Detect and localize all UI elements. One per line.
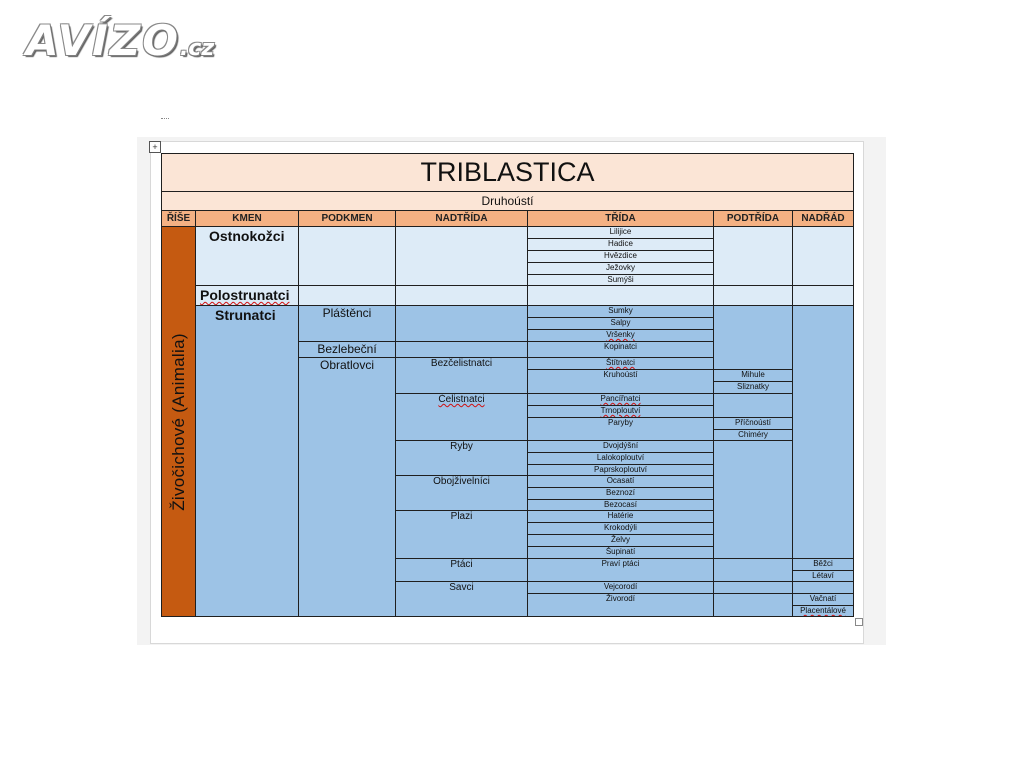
phylum-polostrunatci-label: Polostrunatci (200, 287, 290, 303)
header-podtrida: PODTŘÍDA (713, 210, 793, 227)
empty-cell (395, 226, 528, 286)
superclass-plazi: Plazi (395, 510, 528, 559)
class-sumysi: Sumýši (527, 274, 714, 286)
class-sumky: Sumky (527, 305, 714, 318)
avizo-logo[interactable] (26, 16, 214, 65)
class-krokodyli: Krokodýli (527, 522, 714, 535)
subclass-chimery: Chiméry (713, 429, 793, 441)
table-title: TRIBLASTICA (161, 153, 854, 192)
phylum-strunatci: Strunatci (195, 305, 299, 617)
empty-cell (713, 593, 793, 617)
subphylum-obratlovci: Obratlovci (298, 357, 396, 617)
header-trida: TŘÍDA (527, 210, 714, 227)
table-resize-handle-icon[interactable] (855, 618, 863, 626)
empty-cell (792, 305, 854, 559)
class-trnoploutvi-label: Trnoploutví (600, 406, 641, 415)
class-supinati: Šupinatí (527, 546, 714, 559)
header-nadrad: NADŘÁD (792, 210, 854, 227)
class-paryby: Paryby (527, 417, 714, 441)
logo-main-text: AVÍZO (26, 16, 180, 65)
class-jezovky: Ježovky (527, 262, 714, 275)
kingdom-cell (161, 226, 196, 617)
empty-cell (713, 393, 793, 418)
phylum-polostrunatci (195, 285, 299, 306)
class-vrsenky-label: Vršenky (606, 330, 635, 339)
class-zivorodi: Živorodí (527, 593, 714, 617)
superorder-placentalove-label: Placentálové (800, 606, 846, 615)
superclass-celistnatci-label: Čelistnatci (438, 394, 485, 405)
class-lilijice: Lilijice (527, 226, 714, 239)
phylum-ostnokozci: Ostnokožci (195, 226, 299, 286)
empty-cell (298, 226, 396, 286)
superclass-obojzivelnici: Obojživelníci (395, 475, 528, 511)
empty-cell (395, 305, 528, 342)
superorder-vacnati: Vačnatí (792, 593, 854, 606)
header-kmen: KMEN (195, 210, 299, 227)
empty-cell (298, 285, 396, 306)
class-hadice: Hadice (527, 238, 714, 251)
class-pancirnatci-label: Pancířnatci (600, 394, 641, 403)
triblastica-table (161, 153, 854, 617)
superclass-ryby: Ryby (395, 440, 528, 476)
table-move-handle-icon[interactable]: + (149, 141, 161, 153)
class-kopinatci: Kopinatci (527, 341, 714, 358)
class-vejcorodi: Vejcorodí (527, 581, 714, 594)
subclass-sliznatky: Sliznatky (713, 381, 793, 394)
superorder-placentalove (792, 605, 854, 617)
empty-cell (792, 285, 854, 306)
class-bezocasi: Bezocasí (527, 499, 714, 511)
paragraph-mark (161, 118, 169, 121)
class-kruhousti: Kruhoústí (527, 369, 714, 394)
subphylum-plastenci: Pláštěnci (298, 305, 396, 342)
class-zelvy: Želvy (527, 534, 714, 547)
empty-cell (713, 305, 793, 370)
class-pravi-ptaci: Praví ptáci (527, 558, 714, 582)
subphylum-bezlebecni: Bezlebeční (298, 341, 396, 358)
superorder-letavi: Létaví (792, 570, 854, 582)
header-rise: ŘÍŠE (161, 210, 196, 227)
header-podkmen: PODKMEN (298, 210, 396, 227)
superclass-celistnatci (395, 393, 528, 441)
class-hvezdice: Hvězdice (527, 250, 714, 263)
subclass-pricnousti: Příčnoústí (713, 417, 793, 430)
empty-cell (527, 285, 714, 306)
header-nadtrida: NADTŘÍDA (395, 210, 528, 227)
class-haterie: Hatérie (527, 510, 714, 523)
class-salpy: Salpy (527, 317, 714, 330)
class-beznozi: Beznozí (527, 487, 714, 500)
empty-cell (713, 440, 793, 559)
class-ocasati: Ocasatí (527, 475, 714, 488)
empty-cell (395, 285, 528, 306)
empty-cell (713, 558, 793, 582)
superclass-savci: Savci (395, 581, 528, 617)
logo-tld-text: .cz (179, 36, 215, 61)
kingdom-label: Živočichové (Animalia) (168, 332, 188, 511)
empty-cell (713, 285, 793, 306)
subclass-mihule: Mihule (713, 369, 793, 382)
empty-cell (395, 341, 528, 358)
class-paprskoploutvi: Paprskoploutví (527, 464, 714, 476)
superclass-bezcelistnatci: Bezčelistnatci (395, 357, 528, 394)
table-subtitle: Druhoústí (161, 191, 854, 211)
empty-cell (713, 226, 793, 286)
class-dvojdysni: Dvojdýšní (527, 440, 714, 453)
class-stitnatci-label: Štítnatci (606, 358, 635, 367)
class-lalokoploutvi: Lalokoploutví (527, 452, 714, 465)
empty-cell (792, 226, 854, 286)
superclass-ptaci: Ptáci (395, 558, 528, 582)
superorder-bezci: Běžci (792, 558, 854, 571)
